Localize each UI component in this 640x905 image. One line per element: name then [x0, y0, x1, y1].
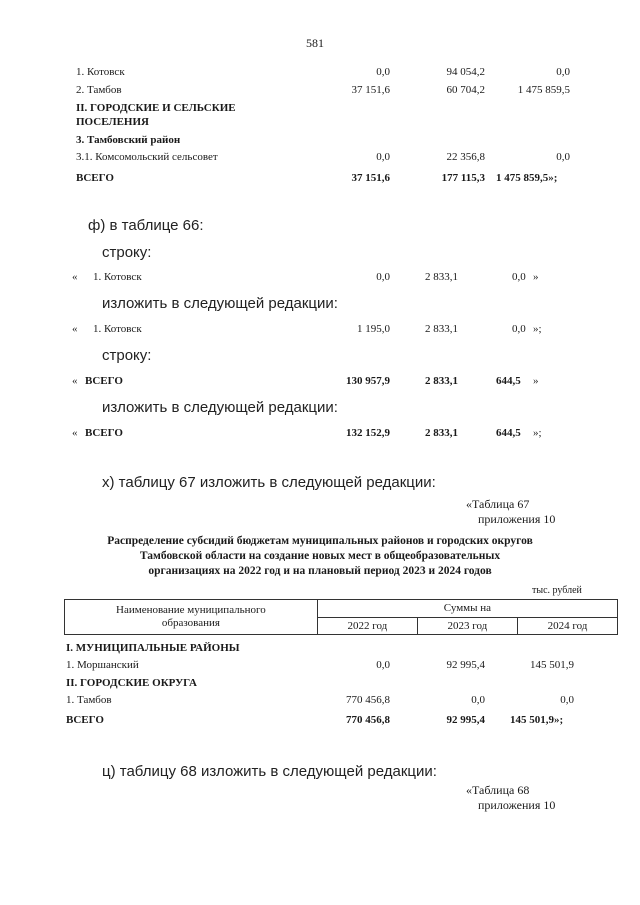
open-quote: «	[72, 375, 78, 387]
row-name: 1. Котовск	[76, 66, 125, 78]
total-value: 1 475 859,5»;	[496, 172, 558, 184]
district-heading: 3. Тамбовский район	[76, 134, 181, 146]
row-value: 1 195,0	[357, 323, 390, 335]
total-value: 130 957,9	[346, 375, 390, 387]
column-header-sums: Суммы на	[317, 600, 617, 618]
total-label: ВСЕГО	[66, 714, 104, 726]
row-value: 2 833,1	[425, 271, 458, 283]
total-value: 770 456,8	[346, 714, 390, 726]
row-value: 0,0	[471, 694, 485, 706]
row-name: 1. Котовск	[93, 271, 142, 283]
table-reference: «Таблица 67	[466, 497, 530, 511]
amendment-heading: ф) в таблице 66:	[88, 217, 204, 234]
row-value: 0,0	[376, 151, 390, 163]
amendment-heading: х) таблицу 67 изложить в следующей редакции:	[102, 474, 436, 491]
section-heading: II. ГОРОДСКИЕ И СЕЛЬСКИЕ	[76, 102, 236, 114]
row-name: 2. Тамбов	[76, 84, 122, 96]
unit-label: тыс. рублей	[532, 585, 582, 596]
replace-text: изложить в следующей редакции:	[102, 399, 338, 416]
column-header-year: 2022 год	[317, 617, 417, 635]
row-value: 37 151,6	[351, 84, 390, 96]
column-header-year: 2023 год	[417, 617, 517, 635]
row-value: 145 501,9	[530, 659, 574, 671]
row-word: строку:	[102, 347, 152, 364]
row-value: 770 456,8	[346, 694, 390, 706]
column-header-name	[65, 600, 318, 635]
total-value: 2 833,1	[425, 375, 458, 387]
row-value: 0,0	[376, 66, 390, 78]
total-label: ВСЕГО	[85, 427, 123, 439]
row-value: 1 475 859,5	[517, 84, 570, 96]
row-name: 3.1. Комсомольский сельсовет	[76, 151, 218, 163]
total-value: 132 152,9	[346, 427, 390, 439]
close-quote: »;	[533, 427, 542, 439]
total-value: 644,5	[496, 375, 521, 387]
row-value: 0,0	[556, 66, 570, 78]
row-value: 0,0	[556, 151, 570, 163]
row-value: 94 054,2	[446, 66, 485, 78]
table-title: Распределение субсидий бюджетам муниципальных районов и городских округов	[107, 535, 533, 547]
open-quote: «	[72, 427, 78, 439]
row-name: 1. Котовск	[93, 323, 142, 335]
table-reference: приложения 10	[478, 798, 556, 812]
page-number: 581	[306, 36, 324, 50]
column-header-year: 2024 год	[517, 617, 617, 635]
total-label: ВСЕГО	[85, 375, 123, 387]
row-word: строку:	[102, 244, 152, 261]
total-value: 644,5	[496, 427, 521, 439]
total-value: 37 151,6	[351, 172, 390, 184]
row-name: 1. Моршанский	[66, 659, 139, 671]
row-value: 0,0	[560, 694, 574, 706]
section-heading: ПОСЕЛЕНИЯ	[76, 116, 149, 128]
close-quote: »	[533, 271, 539, 283]
total-label: ВСЕГО	[76, 172, 114, 184]
close-quote: »;	[533, 323, 542, 335]
total-value: 2 833,1	[425, 427, 458, 439]
row-value: 22 356,8	[446, 151, 485, 163]
section-heading: I. МУНИЦИПАЛЬНЫЕ РАЙОНЫ	[66, 642, 240, 654]
column-header-line: Наименование муниципального	[116, 604, 266, 616]
row-name: 1. Тамбов	[66, 694, 112, 706]
table-title: Тамбовской области на создание новых мест в общеобразовательных	[139, 550, 501, 562]
table-reference: «Таблица 68	[466, 783, 530, 797]
row-value: 60 704,2	[446, 84, 485, 96]
open-quote: «	[72, 271, 78, 283]
column-header-line: образования	[161, 617, 220, 629]
row-value: 0,0	[376, 271, 390, 283]
row-value: 0,0	[512, 323, 526, 335]
table67-header	[64, 599, 618, 635]
amendment-heading: ц) таблицу 68 изложить в следующей редакции:	[102, 763, 437, 780]
row-value: 92 995,4	[446, 659, 485, 671]
replace-text: изложить в следующей редакции:	[102, 295, 338, 312]
total-value: 92 995,4	[446, 714, 485, 726]
total-value: 145 501,9»;	[510, 714, 564, 726]
row-value: 0,0	[512, 271, 526, 283]
section-heading: II. ГОРОДСКИЕ ОКРУГА	[66, 677, 197, 689]
row-value: 0,0	[376, 659, 390, 671]
table-title: организациях на 2022 год и на плановый период 2023 и 2024 годов	[148, 565, 492, 577]
close-quote: »	[533, 375, 539, 387]
total-value: 177 115,3	[441, 172, 485, 184]
table-reference: приложения 10	[478, 512, 556, 526]
row-value: 2 833,1	[425, 323, 458, 335]
open-quote: «	[72, 323, 78, 335]
